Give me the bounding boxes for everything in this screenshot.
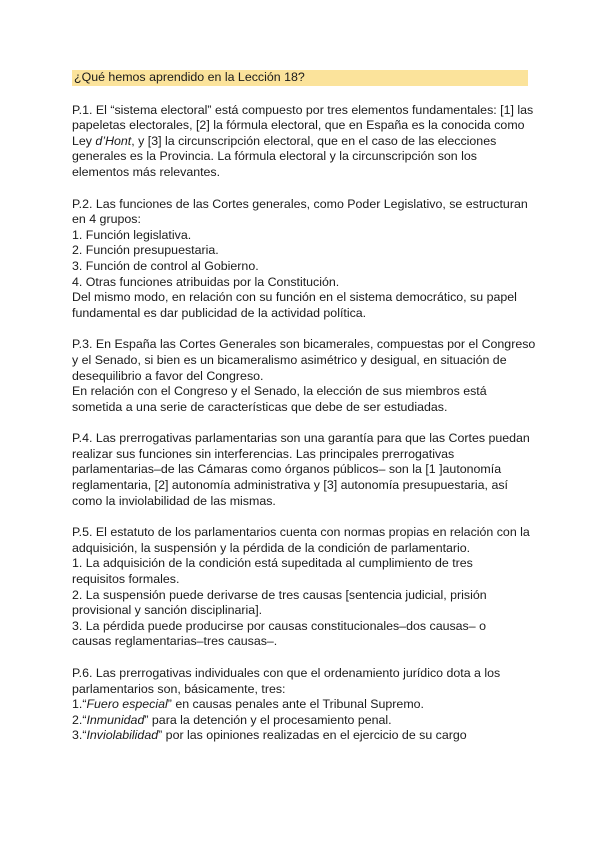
p1-line-2: papeletas electorales, [2] la fórmula electoral, que en España es la conocida como (72, 118, 525, 133)
p1-line-3-end: , y [3] la circunscripción electoral, que en el caso de las elecciones (131, 133, 497, 148)
paragraph-p4 (72, 431, 528, 509)
p4-line-2: realizar sus funciones sin interferencias. Las principales prerrogativas (72, 446, 455, 461)
inmunidad-term: Inmunidad (86, 712, 145, 727)
p5-line-7: 3. La pérdida puede producirse por causas constitucionales–dos causas– o (72, 618, 486, 633)
p3-line-4: En relación con el Congreso y el Senado, la elección de sus miembros está (72, 384, 487, 399)
p5-line-4: requisitos formales. (72, 572, 180, 587)
list-item: 3. Función de control al Gobierno. (72, 258, 259, 273)
paragraph-p5 (72, 525, 528, 650)
list-item (72, 728, 528, 744)
paragraph-p2 (72, 197, 528, 322)
p1-line-1: P.1. El “sistema electoral” está compuesto por tres elementos fundamentales: [1] las (72, 102, 534, 117)
p5-line-1: P.5. El estatuto de los parlamentarios cuenta con normas propias en relación con la (72, 525, 530, 540)
p4-line-1: P.4. Las prerrogativas parlamentarias son una garantía para que las Cortes puedan (72, 431, 530, 446)
paragraph-p3 (72, 337, 536, 415)
p3-line-1: P.3. En España las Cortes Generales son bicamerales, compuestas por el Congreso (72, 337, 536, 352)
paragraph-p6 (72, 666, 528, 744)
inviolabilidad-term: Inviolabilidad (86, 728, 159, 743)
paragraph-p1 (72, 102, 534, 181)
p5-line-8: causas reglamentarias–tres causas–. (72, 634, 278, 649)
fuero-especial-term: Fuero especial (86, 697, 168, 712)
item-text: ” para la detención y el procesamiento penal. (144, 712, 392, 727)
item-prefix: 1.“ (72, 697, 87, 712)
list-item: 2. Función presupuestaria. (72, 243, 219, 258)
document-page (72, 70, 536, 760)
lesson-title: ¿Qué hemos aprendido en la Lección 18? (72, 70, 528, 86)
p2-line-4: fundamental es dar publicidad de la actividad política. (72, 305, 367, 320)
p5-line-6: provisional y sanción disciplinaria]. (72, 603, 263, 618)
item-text: ” en causas penales ante el Tribunal Supremo. (167, 697, 424, 712)
list-item: 1. Función legislativa. (72, 227, 192, 242)
p3-line-3: desequilibrio a favor del Congreso. (72, 368, 264, 383)
p3-line-2: y el Senado, si bien es un bicameralismo asimétrico y desigual, en situación de (72, 352, 507, 367)
p4-line-3: parlamentarias–de las Cámaras como órganos públicos– son la [1 ]autonomía (72, 462, 502, 477)
p5-line-5: 2. La suspensión puede derivarse de tres causas [sentencia judicial, prisión (72, 587, 487, 602)
dhont-term: d’Hont (95, 133, 132, 148)
p6-line-2: parlamentarios son, básicamente, tres: (72, 681, 286, 696)
item-prefix: 3.“ (72, 728, 87, 743)
p2-line-2: en 4 grupos: (72, 212, 141, 227)
p5-line-2: adquisición, la suspensión y la pérdida de la condición de parlamentario. (72, 540, 471, 555)
list-item (72, 713, 528, 729)
p4-line-5: como la inviolabilidad de las mismas. (72, 493, 276, 508)
p1-line-3 (72, 134, 528, 150)
p6-line-1: P.6. Las prerrogativas individuales con que el ordenamiento jurídico dota a los (72, 666, 501, 680)
p3-line-5: sometida a una serie de características que debe de ser estudiadas. (72, 399, 448, 414)
item-prefix: 2.“ (72, 712, 87, 727)
p5-line-3: 1. La adquisición de la condición está supeditada al cumplimiento de tres (72, 556, 473, 571)
p1-line-3-start: Ley (72, 133, 96, 148)
p1-line-5: elementos más relevantes. (72, 164, 221, 179)
p1-line-4: generales es la Provincia. La fórmula electoral y la circunscripción son los (72, 149, 477, 164)
list-item: 4. Otras funciones atribuidas por la Constitución. (72, 274, 340, 289)
p2-line-1: P.2. Las funciones de las Cortes generales, como Poder Legislativo, se estructuran (72, 196, 528, 211)
list-item (72, 697, 528, 713)
p2-line-3: Del mismo modo, en relación con su función en el sistema democrático, su papel (72, 290, 517, 305)
item-text: ” por las opiniones realizadas en el ejercicio de su cargo (158, 728, 467, 743)
p4-line-4: reglamentaria, [2] autonomía administrativa y [3] autonomía presupuestaria, así (72, 478, 508, 493)
